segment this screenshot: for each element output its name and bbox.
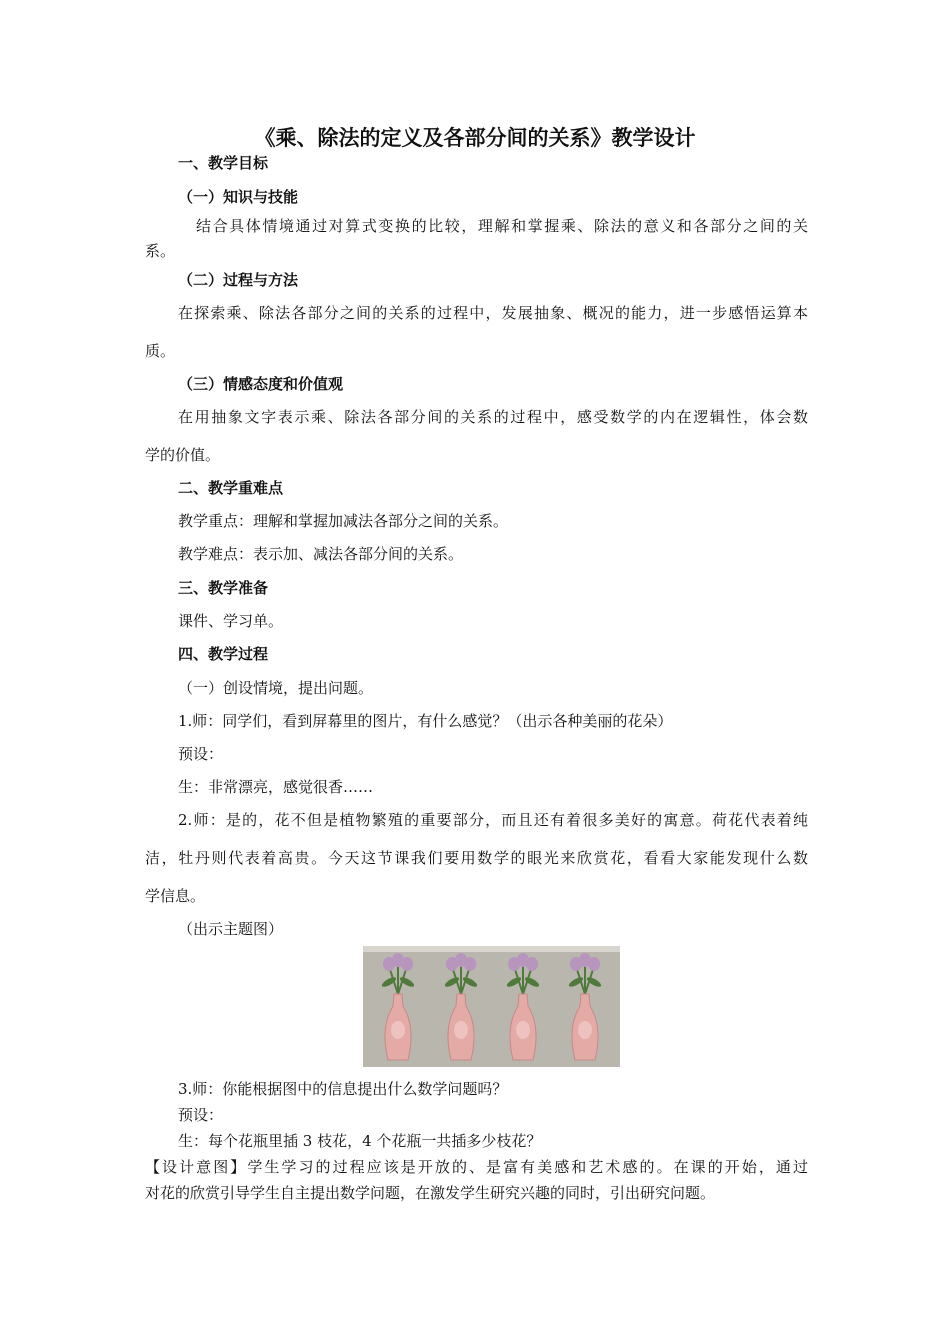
preset-label-1: 预设： <box>178 745 224 763</box>
subheading-knowledge-skills: （一）知识与技能 <box>178 188 299 206</box>
flower-vases-illustration <box>363 946 620 1067</box>
show-theme-picture-note: （出示主题图） <box>178 920 284 938</box>
student-answer-2: 生：每个花瓶里插 3 枝花，4 个花瓶一共插多少枝花？ <box>178 1132 542 1150</box>
paragraph-attitude-line2: 学的价值。 <box>145 446 221 464</box>
flower-vases-image <box>363 946 620 1067</box>
vase-pattern-icon <box>516 1021 530 1039</box>
document-title: 《乘、除法的定义及各部分间的关系》教学设计 <box>254 126 696 150</box>
heading-teaching-goals: 一、教学目标 <box>178 154 269 172</box>
heading-key-points: 二、教学重难点 <box>178 479 284 497</box>
heading-preparation: 三、教学准备 <box>178 579 269 597</box>
teaching-focus: 教学重点：理解和掌握加减法各部分之间的关系。 <box>178 512 509 530</box>
paragraph-knowledge-line1: 结合具体情境通过对算式变换的比较，理解和掌握乘、除法的意义和各部分之间的关 <box>196 217 808 235</box>
paragraph-process-line2: 质。 <box>145 342 176 360</box>
vase-pattern-icon <box>578 1021 592 1039</box>
subheading-process-method: （二）过程与方法 <box>178 271 299 289</box>
flower-icon <box>401 957 413 971</box>
vase-pattern-icon <box>454 1021 468 1039</box>
subheading-attitude-values: （三）情感态度和价值观 <box>178 375 344 393</box>
student-answer-1: 生：非常漂亮，感觉很香…… <box>178 778 374 796</box>
paragraph-process-line1: 在探索乘、除法各部分之间的关系的过程中，发展抽象、概况的能力，进一步感悟运算本 <box>178 304 808 322</box>
step-create-situation: （一）创设情境，提出问题。 <box>178 679 374 697</box>
teacher-question-2-line2: 洁，牡丹则代表着高贵。今天这节课我们要用数学的眼光来欣赏花，看看大家能发现什么数 <box>145 849 808 867</box>
teacher-question-1: 1.师：同学们，看到屏幕里的图片，有什么感觉？（出示各种美丽的花朵） <box>178 712 673 730</box>
paragraph-knowledge-line2: 系。 <box>145 242 176 260</box>
teacher-question-3: 3.师：你能根据图中的信息提出什么数学问题吗？ <box>178 1080 508 1098</box>
design-intent-line1: 【设计意图】学生学习的过程应该是开放的、是富有美感和艺术感的。在课的开始，通过 <box>145 1158 808 1176</box>
flower-icon <box>464 957 476 971</box>
preparation-text: 课件、学习单。 <box>178 612 284 630</box>
teacher-question-2-line1: 2.师：是的，花不但是植物繁殖的重要部分，而且还有着很多美好的寓意。荷花代表着纯 <box>178 811 808 829</box>
teacher-question-2-line3: 学信息。 <box>145 887 206 905</box>
preset-label-2: 预设： <box>178 1106 224 1124</box>
teaching-difficulty: 教学难点：表示加、减法各部分间的关系。 <box>178 545 464 563</box>
heading-teaching-process: 四、教学过程 <box>178 645 269 663</box>
image-top-strip <box>363 946 620 952</box>
flower-icon <box>588 957 600 971</box>
flower-icon <box>526 957 538 971</box>
paragraph-attitude-line1: 在用抽象文字表示乘、除法各部分间的关系的过程中，感受数学的内在逻辑性，体会数 <box>178 408 808 426</box>
design-intent-line2: 对花的欣赏引导学生自主提出数学问题，在激发学生研究兴趣的同时，引出研究问题。 <box>145 1184 716 1202</box>
vase-pattern-icon <box>391 1021 405 1039</box>
